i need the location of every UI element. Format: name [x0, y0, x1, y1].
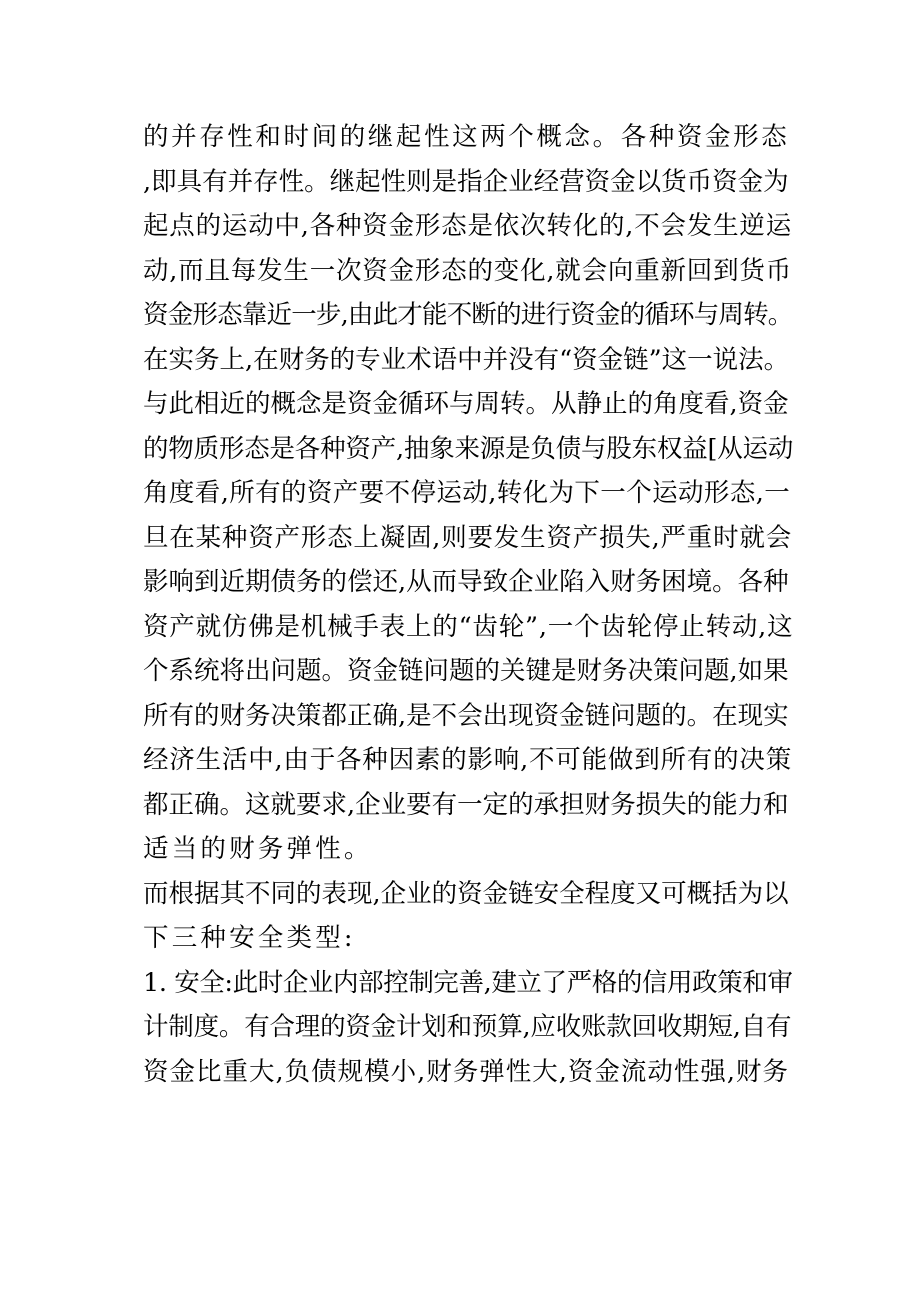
text-line: 动,而且每发生一次资金形态的变化,就会向重新回到货币 [143, 255, 793, 286]
text-line: 资金比重大,负债规模小,财务弹性大,资金流动性强,财务 [143, 1056, 789, 1087]
text-line: 旦在某种资产形态上凝固,则要发生资产损失,严重时就会 [143, 522, 793, 553]
text-line: 资产就仿佛是机械手表上的“齿轮”,一个齿轮停止转动,这 [143, 611, 794, 642]
text-line: 的物质形态是各种资产,抽象来源是负债与股东权益[从运动 [143, 433, 794, 464]
text-line: 1. 安全:此时企业内部控制完善,建立了严格的信用政策和审 [143, 967, 793, 998]
text-line: 计制度。有合理的资金计划和预算,应收账款回收期短,自有 [143, 1012, 792, 1042]
text-line: 而根据其不同的表现,企业的资金链安全程度又可概括为以 [143, 878, 789, 909]
text-line: 都正确。这就要求,企业要有一定的承担财务损失的能力和 [143, 789, 789, 820]
text-line: ,即具有并存性。继起性则是指企业经营资金以货币资金为 [143, 166, 789, 197]
text-line: 的并存性和时间的继起性这两个概念。各种资金形态 [143, 122, 790, 152]
text-line: 起点的运动中,各种资金形态是依次转化的,不会发生逆运 [143, 211, 793, 241]
text-line: 下三种安全类型: [143, 923, 356, 953]
body-text [143, 115, 793, 1094]
text-line: 在实务上,在财务的专业术语中并没有“资金链”这一说法。 [143, 344, 790, 375]
text-line: 所有的财务决策都正确,是不会出现资金链问题的。在现实 [143, 700, 789, 731]
text-line: 个系统将出问题。资金链问题的关键是财务决策问题,如果 [143, 656, 789, 686]
text-line: 适当的财务弹性。 [143, 834, 373, 864]
text-line: 资金形态靠近一步,由此才能不断的进行资金的循环与周转。 [143, 300, 793, 330]
text-line: 经济生活中,由于各种因素的影响,不可能做到所有的决策 [143, 745, 793, 775]
text-line: 角度看,所有的资产要不停运动,转化为下一个运动形态,一 [143, 478, 791, 508]
text-line: 影响到近期债务的偿还,从而导致企业陷入财务困境。各种 [143, 567, 789, 597]
text-line: 与此相近的概念是资金循环与周转。从静止的角度看,资金 [143, 389, 789, 419]
